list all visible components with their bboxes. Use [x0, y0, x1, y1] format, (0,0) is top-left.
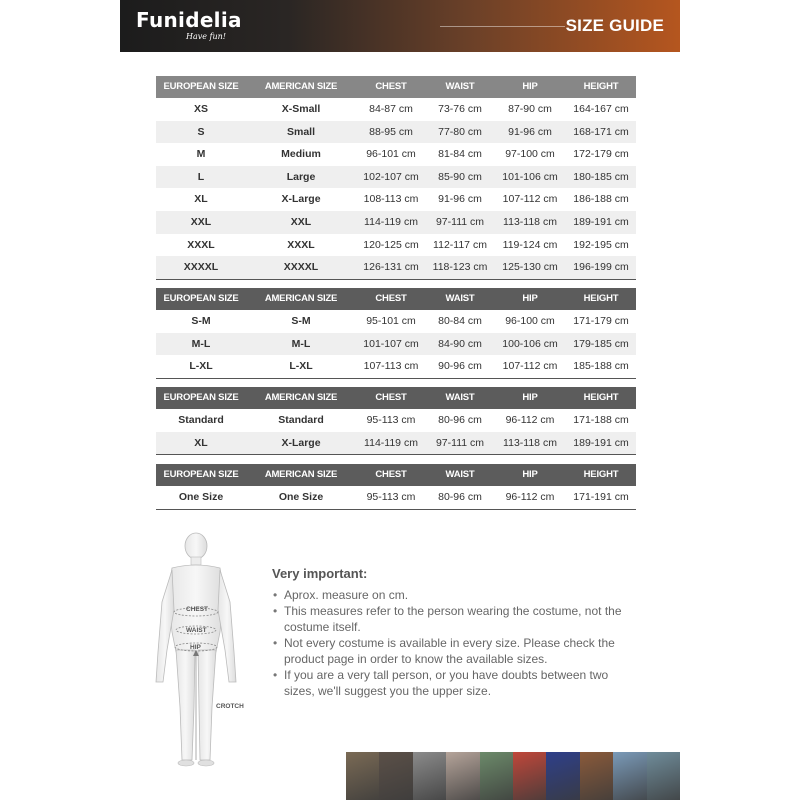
- table-cell: 95-113 cm: [366, 414, 416, 426]
- table-cell: 97-100 cm: [505, 148, 555, 161]
- size-guide-page: [120, 0, 680, 800]
- brand-tagline: Have fun!: [186, 32, 227, 41]
- table-row: [156, 188, 636, 211]
- table-cell: 80-96 cm: [438, 491, 482, 503]
- table-header: [156, 76, 636, 98]
- notes-title: Very important:: [272, 566, 368, 581]
- table-cell: 172-179 cm: [573, 148, 629, 161]
- table-row: [156, 432, 636, 455]
- table-cell: 168-171 cm: [573, 125, 629, 138]
- table-cell: 91-96 cm: [438, 193, 482, 206]
- table-cell: X-Small: [281, 103, 321, 115]
- table-cell: 81-84 cm: [438, 148, 482, 161]
- table-cell: XXXL: [187, 238, 215, 251]
- table-cell: XXXXL: [183, 261, 219, 274]
- costume-photo: [613, 752, 646, 800]
- table-row: [156, 143, 636, 166]
- table-cell: Standard: [278, 414, 324, 426]
- table-cell: 196-199 cm: [573, 261, 629, 274]
- size-table-combined-sizes: [156, 288, 636, 379]
- costume-photo: [346, 752, 379, 800]
- table-cell: 171-191 cm: [573, 491, 629, 503]
- table-header: [156, 387, 636, 409]
- table-cell: 113-118 cm: [503, 436, 557, 449]
- costume-photo: [513, 752, 546, 800]
- costume-photo-strip: [346, 752, 680, 800]
- costume-photo: [546, 752, 579, 800]
- table-cell: 87-90 cm: [508, 103, 552, 115]
- body-silhouette-icon: [150, 532, 250, 772]
- column-header: EUROPEAN SIZE: [163, 81, 239, 92]
- table-header: [156, 288, 636, 310]
- note-item: • This measures refer to the person wearing the costume, not the costume itself.: [272, 603, 642, 635]
- column-header: WAIST: [445, 81, 475, 92]
- table-cell: 97-111 cm: [435, 215, 485, 228]
- costume-photo: [413, 752, 446, 800]
- waist-label: WAIST: [186, 627, 207, 634]
- table-row: [156, 166, 636, 189]
- table-cell: 171-188 cm: [573, 414, 629, 426]
- table-cell: 164-167 cm: [573, 103, 629, 115]
- table-cell: 186-188 cm: [573, 193, 629, 206]
- table-cell: 73-76 cm: [438, 103, 482, 115]
- table-cell: 125-130 cm: [502, 261, 558, 274]
- table-cell: 101-106 cm: [502, 170, 558, 183]
- table-row: [156, 486, 636, 509]
- table-cell: 171-179 cm: [573, 315, 629, 327]
- table-cell: One Size: [178, 491, 224, 503]
- table-cell: Medium: [281, 148, 321, 161]
- table-cell: 88-95 cm: [369, 125, 413, 138]
- size-table-standard-xl: [156, 387, 636, 455]
- column-header: CHEST: [375, 81, 407, 92]
- table-cell: 114-119 cm: [364, 436, 418, 449]
- table-cell: 180-185 cm: [573, 170, 629, 183]
- table-row: [156, 121, 636, 144]
- table-cell: XS: [193, 103, 208, 115]
- table-cell: XL: [194, 193, 208, 206]
- table-cell: L-XL: [289, 360, 313, 373]
- table-cell: 107-113 cm: [363, 360, 419, 373]
- table-cell: 100-106 cm: [502, 337, 558, 350]
- column-header: WAIST: [445, 392, 475, 403]
- table-cell: S-M: [291, 315, 311, 327]
- column-header: AMERICAN SIZE: [264, 293, 338, 304]
- table-cell: 102-107 cm: [363, 170, 419, 183]
- table-cell: 126-131 cm: [363, 261, 419, 274]
- table-cell: M: [196, 148, 206, 161]
- column-header: WAIST: [445, 469, 475, 480]
- column-header: AMERICAN SIZE: [264, 392, 338, 403]
- column-header: AMERICAN SIZE: [264, 81, 338, 92]
- column-header: CHEST: [375, 392, 407, 403]
- table-header: [156, 464, 636, 486]
- table-cell: 84-90 cm: [438, 337, 482, 350]
- column-header: HEIGHT: [583, 392, 619, 403]
- table-cell: 108-113 cm: [363, 193, 419, 206]
- costume-photo: [580, 752, 613, 800]
- column-header: AMERICAN SIZE: [264, 469, 338, 480]
- note-item: • Not every costume is available in every size. Please check the product page in order to know the available sizes.: [272, 635, 642, 667]
- table-cell: XXXL: [287, 238, 315, 251]
- table-cell: 80-84 cm: [438, 315, 482, 327]
- table-cell: X-Large: [281, 193, 321, 206]
- table-cell: 96-101 cm: [366, 148, 416, 161]
- page-title: SIZE GUIDE: [565, 16, 664, 35]
- table-cell: Small: [286, 125, 315, 138]
- table-cell: L-XL: [189, 360, 213, 373]
- table-cell: 118-123 cm: [432, 261, 488, 274]
- table-cell: XXXXL: [283, 261, 319, 274]
- column-header: EUROPEAN SIZE: [163, 392, 239, 403]
- table-cell: L: [197, 170, 205, 183]
- column-header: CHEST: [375, 469, 407, 480]
- size-table-one-size: [156, 464, 636, 510]
- table-cell: S: [197, 125, 205, 138]
- table-cell: Large: [286, 170, 316, 183]
- costume-photo: [647, 752, 680, 800]
- costume-photo: [379, 752, 412, 800]
- table-cell: 107-112 cm: [502, 193, 558, 206]
- column-header: HIP: [522, 469, 538, 480]
- header-banner: [120, 0, 680, 52]
- column-header: CHEST: [375, 293, 407, 304]
- table-row: [156, 256, 636, 279]
- table-cell: 91-96 cm: [508, 125, 552, 138]
- costume-photo: [480, 752, 513, 800]
- note-item: • If you are a very tall person, or you have doubts between two sizes, we'll suggest you the upper size.: [272, 667, 642, 699]
- table-cell: 192-195 cm: [573, 238, 629, 251]
- column-header: HIP: [522, 81, 538, 92]
- hip-label: HIP: [190, 644, 201, 651]
- column-header: EUROPEAN SIZE: [163, 469, 239, 480]
- table-row: [156, 234, 636, 257]
- column-header: HEIGHT: [583, 469, 619, 480]
- table-row: [156, 98, 636, 121]
- table-cell: 96-112 cm: [505, 414, 555, 426]
- note-item: • Aprox. measure on cm.: [272, 587, 642, 603]
- table-row: [156, 333, 636, 356]
- table-cell: 107-112 cm: [502, 360, 558, 373]
- body-measurement-figure: [150, 532, 250, 772]
- column-header: WAIST: [445, 293, 475, 304]
- chest-label: CHEST: [186, 606, 209, 613]
- table-cell: 189-191 cm: [573, 215, 629, 228]
- column-header: EUROPEAN SIZE: [163, 293, 239, 304]
- table-cell: 185-188 cm: [573, 360, 629, 373]
- column-header: HEIGHT: [583, 81, 619, 92]
- table-cell: 97-111 cm: [435, 436, 485, 449]
- important-notes: [272, 566, 642, 699]
- table-cell: 95-101 cm: [366, 315, 416, 327]
- table-cell: XL: [194, 436, 208, 449]
- table-cell: 96-112 cm: [505, 491, 555, 503]
- crotch-label: CROTCH: [216, 703, 244, 710]
- table-row: [156, 355, 636, 378]
- column-header: HEIGHT: [583, 293, 619, 304]
- table-cell: 90-96 cm: [438, 360, 482, 373]
- table-cell: M-L: [291, 337, 311, 350]
- table-cell: X-Large: [281, 436, 321, 449]
- table-cell: XXL: [190, 215, 212, 228]
- table-cell: 96-100 cm: [505, 315, 555, 327]
- costume-photo: [446, 752, 479, 800]
- table-cell: 80-96 cm: [438, 414, 482, 426]
- column-header: HIP: [522, 293, 538, 304]
- table-row: [156, 409, 636, 432]
- table-cell: 95-113 cm: [366, 491, 416, 503]
- table-cell: 85-90 cm: [438, 170, 482, 183]
- table-cell: 113-118 cm: [503, 215, 557, 228]
- table-cell: 84-87 cm: [369, 103, 413, 115]
- header-divider: [440, 26, 565, 27]
- table-cell: One Size: [278, 491, 324, 503]
- table-cell: 112-117 cm: [433, 238, 487, 251]
- size-table-standard-sizes: [156, 76, 636, 280]
- table-cell: 189-191 cm: [573, 436, 629, 449]
- table-cell: 114-119 cm: [364, 215, 418, 228]
- table-cell: 119-124 cm: [502, 238, 558, 251]
- table-cell: 77-80 cm: [438, 125, 482, 138]
- table-row: [156, 310, 636, 333]
- table-cell: 101-107 cm: [363, 337, 419, 350]
- table-cell: Standard: [178, 414, 224, 426]
- brand-logo: Funidelia: [136, 8, 242, 32]
- table-cell: XXL: [290, 215, 312, 228]
- table-cell: S-M: [191, 315, 211, 327]
- column-header: HIP: [522, 392, 538, 403]
- table-cell: M-L: [191, 337, 211, 350]
- table-cell: 179-185 cm: [573, 337, 629, 350]
- table-cell: 120-125 cm: [363, 238, 419, 251]
- table-row: [156, 211, 636, 234]
